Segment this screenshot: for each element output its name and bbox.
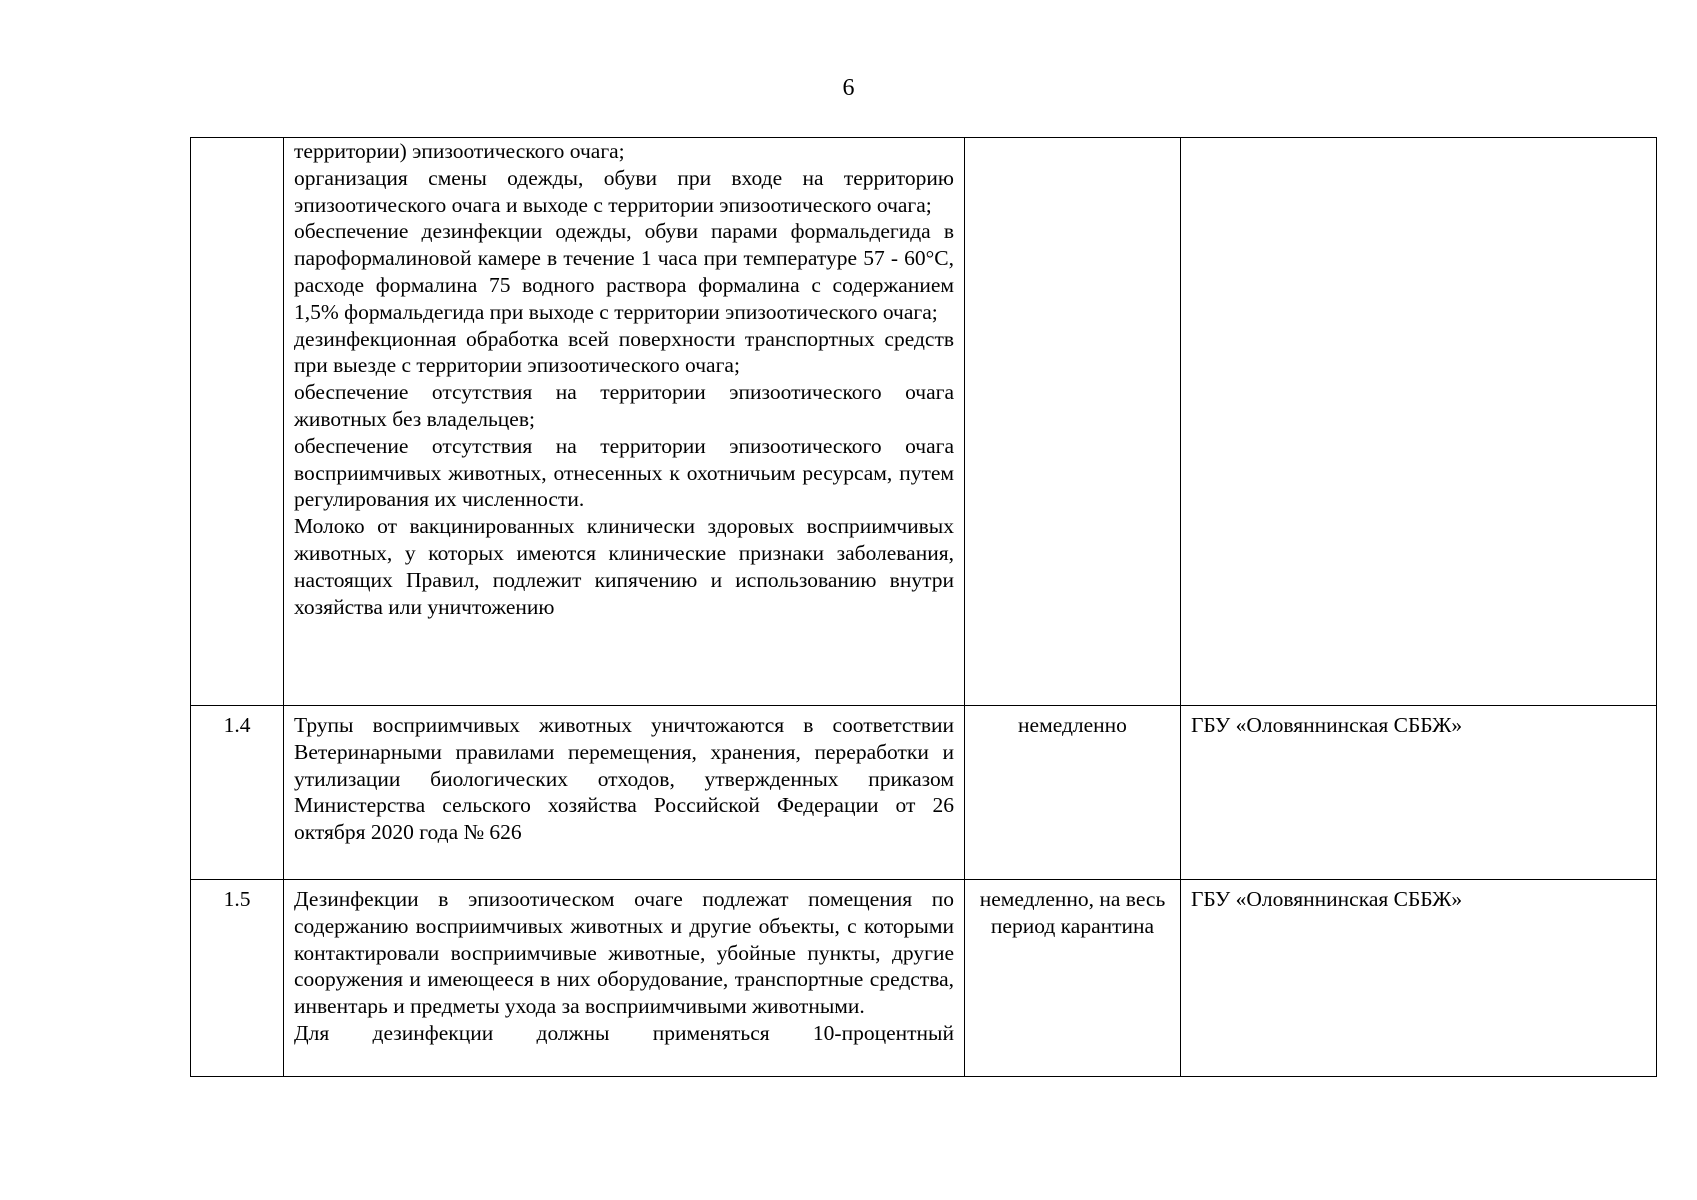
row-number-cell [191, 138, 284, 706]
deadline-cell [965, 138, 1181, 706]
measure-paragraph: организация смены одежды, обуви при входе на территорию эпизоотического очага и выходе с территории эпизоотического очага; [294, 165, 954, 217]
measures-table [190, 137, 1657, 1077]
table-row [191, 138, 1657, 706]
row-number-cell: 1.4 [191, 706, 284, 880]
responsible-cell: ГБУ «Оловяннинская СББЖ» [1181, 706, 1657, 880]
page-number: 6 [842, 75, 855, 101]
deadline-cell: немедленно [965, 706, 1181, 880]
measure-paragraph: Дезинфекции в эпизоотическом очаге подлежат помещения по содержанию восприимчивых животных и другие объекты, с которыми контактировали восприимчивые животные, убойные пункты, другие сооружения и имеющееся в них оборудование, транспортные средства, инвентарь и предметы ухода за восприимчивыми животными. [294, 887, 954, 1019]
measure-paragraph: Трупы восприимчивых животных уничтожаются в соответствии Ветеринарными правилами перемещения, хранения, переработки и утилизации биологических отходов, утвержденных приказом Министерства сельского хозяйства Российской Федерации от 26 октября 2020 года № 626 [294, 713, 954, 845]
responsible-cell [1181, 138, 1657, 706]
table-row [191, 880, 1657, 1077]
measure-paragraph: обеспечение отсутствия на территории эпизоотического очага восприимчивых животных, отнесенных к охотничьим ресурсам, путем регулирования их численности. [294, 433, 954, 512]
row-number-cell: 1.5 [191, 880, 284, 1077]
measure-text-cell [284, 138, 965, 706]
measure-paragraph: Молоко от вакцинированных клинически здоровых восприимчивых животных, у которых имеются клинические признаки заболевания, настоящих Правил, подлежит кипячению и использованию внутри хозяйства или уничтожению [294, 514, 954, 619]
table-row [191, 706, 1657, 880]
deadline-cell: немедленно, на весь период карантина [965, 880, 1181, 1077]
measure-text-cell [284, 706, 965, 880]
measure-paragraph: обеспечение отсутствия на территории эпизоотического очага животных без владельцев; [294, 380, 954, 431]
measure-paragraph: обеспечение дезинфекции одежды, обуви парами формальдегида в пароформалиновой камере в течение 1 часа при температуре 57 - 60°С, расходе формалина 75 водного раствора формалина с содержанием 1,5% формальдегида при выходе с территории эпизоотического очага; [294, 219, 954, 324]
measure-paragraph: территории) эпизоотического очага; [294, 139, 625, 163]
measure-paragraph: дезинфекционная обработка всей поверхности транспортных средств при выезде с территории эпизоотического очага; [294, 326, 954, 378]
measure-paragraph: Для дезинфекции должны применяться 10-процентный [294, 1020, 954, 1045]
responsible-cell: ГБУ «Оловяннинская СББЖ» [1181, 880, 1657, 1077]
measure-text-cell [284, 880, 965, 1077]
